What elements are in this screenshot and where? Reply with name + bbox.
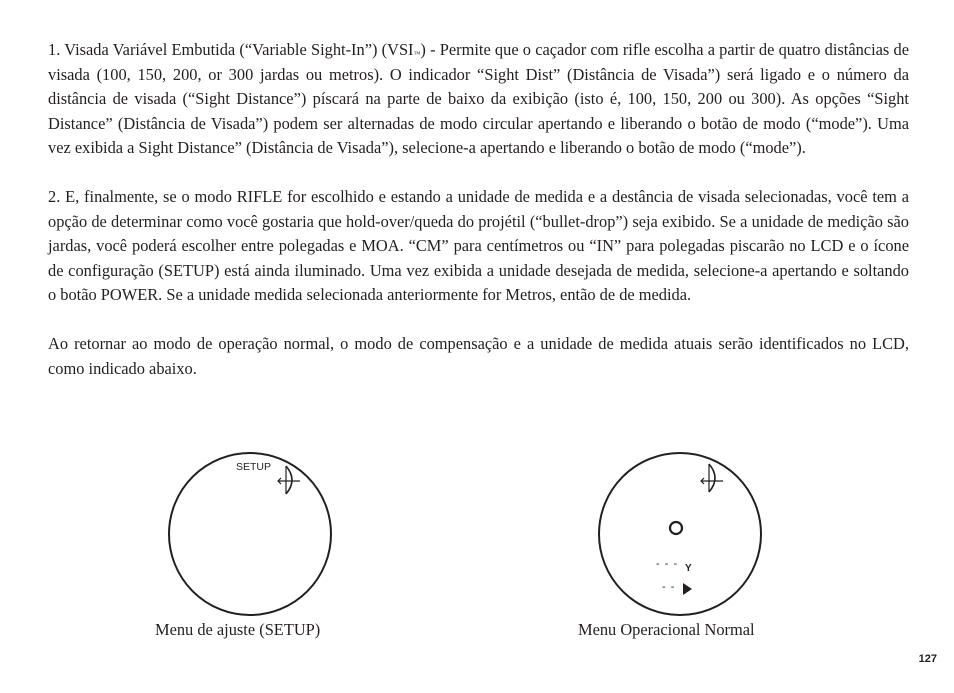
lcd-outline — [599, 453, 761, 615]
body-text — [48, 38, 909, 381]
holdover-dashes: - - — [662, 581, 676, 593]
normal-menu-caption: Menu Operacional Normal — [578, 620, 755, 639]
triangle-right-icon — [683, 583, 692, 595]
bow-arrow-icon — [278, 466, 300, 494]
lcd-outline — [169, 453, 331, 615]
page-number: 127 — [918, 653, 937, 665]
paragraph-vsi — [48, 38, 909, 161]
setup-lcd-display — [168, 450, 338, 620]
setup-lcd-label: SETUP — [236, 461, 272, 473]
paragraph-vsi-text-end: ) - Permite que o caçador com rifle escolha a partir de quatro distâncias de visada (100, 150, 200, or 300 jardas ou metros). O indicador “Sight Dist” (Distância de Visada”) será ligado e o número da distância de visada (“Sight Distance”) píscará na parte de baixo da exibição (isto é, 100, 150, 200 ou 300). As opções “Sight Distance” (Distância de Visada”) podem ser alternadas de modo circular apertando e liberando o botão de modo (“mode”). Uma vez exibida a Sight Distance” (Distância de Visada”), selecione-a apertando e liberando o botão de modo (“mode”). — [48, 40, 909, 157]
paragraph-unit-selection: 2. E, finalmente, se o modo RIFLE for escolhido e estando a unidade de medida e a destância de visada selecionadas, você tem a opção de determinar como você gostaria que hold-over/queda do projétil (“bullet-drop”) seja exibido. Se a unidade de medição são jardas, você poderá escolher entre polegadas e MOA. “CM” para centímetros ou “IN” para polegadas piscarão no LCD e o ícone de configuração (SETUP) está ainda iluminado. Uma vez exibida a unidade desejada de medida, selecione-a apertando e soltando o botão POWER. Se a unidade medida selecionada anteriormente for Metros, então de de medida. — [48, 187, 909, 304]
distance-unit-label: Y — [685, 563, 692, 574]
circle-reticle-icon — [670, 522, 682, 534]
trademark-symbol: ™ — [413, 50, 421, 58]
paragraph-normal-mode: Ao retornar ao modo de operação normal, o modo de compensação e a unidade de medida atuais serão identificados no LCD, como indicado abaixo. — [48, 334, 909, 378]
setup-menu-figure — [168, 450, 338, 620]
setup-menu-caption: Menu de ajuste (SETUP) — [155, 620, 321, 639]
distance-dashes: - - - — [656, 558, 679, 570]
normal-lcd-display — [595, 450, 765, 620]
paragraph-vsi-text-start: 1. Visada Variável Embutida (“Variable Sight-In”) (VSI — [48, 40, 414, 59]
bow-arrow-icon — [701, 464, 723, 492]
normal-menu-figure — [595, 450, 765, 620]
